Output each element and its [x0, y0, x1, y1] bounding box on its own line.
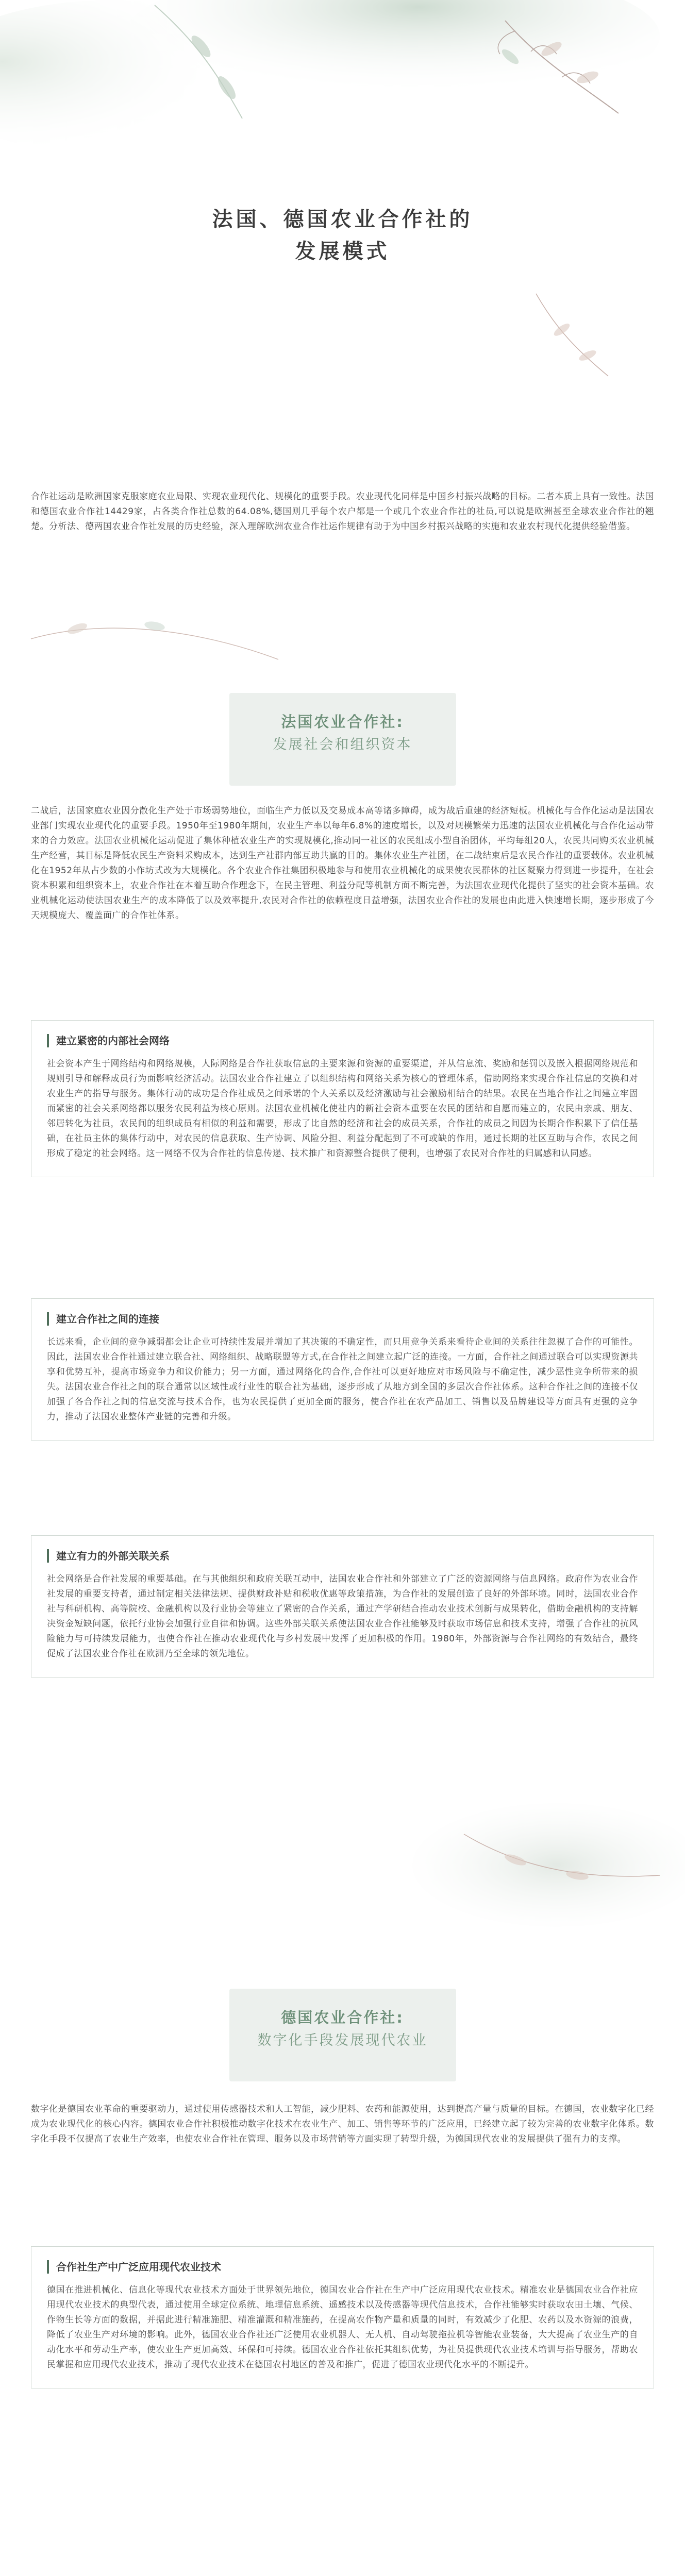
section1-box-1 — [31, 1020, 654, 1177]
section2-box-1-title: 合作社生产中广泛应用现代农业技术 — [47, 2260, 638, 2274]
section2-heading-line-2: 数字化手段发展现代农业 — [257, 2032, 428, 2048]
intro-paragraph: 合作社运动是欧洲国家克服家庭农业局限、实现农业现代化、规模化的重要手段。农业现代化同样是中国乡村振兴战略的目标。二者本质上具有一致性。法国和德国农业合作社14429家，占各类合作社总数的64.08%,德国则几乎每个农户都是一个或几个农业合作社的社员,可以说是欧洲甚至全球农业合作社的翘楚。分析法、德两国农业合作社发展的历史经验，深入理解欧洲农业合作社运作规律有助于为中国乡村振兴战略的实施和农业农村现代化提供经验借鉴。 — [31, 492, 654, 532]
section2-heading-line-1: 德国农业合作社: — [281, 2009, 404, 2026]
section1-box-2-title: 建立合作社之间的连接 — [47, 1312, 638, 1326]
section2-intro-paragraph: 数字化是德国农业革命的重要驱动力，通过使用传感器技术和人工智能，减少肥料、农药和能源使用，达到提高产量与质量的目标。在德国，农业数字化已经成为农业现代化的核心内容。德国农业合作社积极推动数字化技术在农业生产、加工、销售等环节的广泛应用，已经建立起了较为完善的农业数字化体系。数字化手段不仅提高了农业生产效率，也使农业合作社在管理、服务以及市场营销等方面实现了转型升级，为德国现代农业的发展提供了强有力的支撑。 — [31, 2104, 654, 2144]
title-line-2: 发展模式 — [295, 240, 390, 263]
page-title — [0, 204, 685, 267]
section2-heading — [0, 2006, 685, 2052]
section1-box-1-text: 社会资本产生于网络结构和网络规模，人际网络是合作社获取信息的主要来源和资源的重要渠道，并从信息流、奖励和惩罚以及嵌入根据网络规范和规则引导和解释成员行为面影响经济活动。法国农业合作社建立了以组织结构和网络关系为核心的管理体系，借助网络来实现合作社信息的交换和对农业生产的指导与服务。集体行动的成功是合作社成员之间承诺的个人关系以及经济激励与社会激励相结合的结果。农民在当地合作社之间建立牢固而紧密的社会关系网络都以服务农民利益为核心原则。法国农业机械化使社内的新社会资本重要在农民的团结和自愿而建立的，农民由亲戚、朋友、邻居转化为社员，农民间的组织成员有相似的利益和需要，形成了比自然的经济和社会的成员关系，合作社的成员之间因为长期合作积累下了信任基础，在社员主体的集体行动中，对农民的信息获取、生产协调、风险分担、利益分配起到了不可或缺的作用，通过长期的社区互助与合作，农民之间形成了稳定的社会网络。这一网络不仅为合作社的信息传递、技术推广和资源整合提供了便利，也增强了农民对合作社的归属感和认同感。 — [47, 1059, 638, 1159]
section1-box-1-title: 建立紧密的内部社会网络 — [47, 1034, 638, 1047]
section1-box-3 — [31, 1535, 654, 1677]
section1-box-3-text: 社会网络是合作社发展的重要基础。在与其他组织和政府关联互动中，法国农业合作社和外部建立了广泛的资源网络与信息网络。政府作为农业合作社发展的重要支持者，通过制定相关法律法规、提供财政补贴和税收优惠等政策措施，为合作社的发展创造了良好的外部环境。同时，法国农业合作社与科研机构、高等院校、金融机构以及行业协会等建立了紧密的合作关系，通过产学研结合推动农业技术创新与成果转化，借助金融机构的支持解决资金短缺问题，依托行业协会加强行业自律和协调。这些外部关联关系使法国农业合作社能够及时获取市场信息和技术支持，增强了合作社的抗风险能力与可持续发展能力，也使合作社在推动农业现代化与乡村发展中发挥了更加积极的作用。1980年，外部资源与合作社网络的有效结合，最终促成了法国农业合作社在欧洲乃至全球的领先地位。 — [47, 1574, 638, 1659]
section1-heading — [0, 710, 685, 756]
title-branch-decoration — [0, 289, 685, 392]
section1-intro-paragraph: 二战后，法国家庭农业因分散化生产处于市场弱势地位，面临生产力低以及交易成本高等诸多障碍，成为战后重建的经济短板。机械化与合作化运动是法国农业部门实现农业现代化的重要手段。1950年至1980年期间，农业生产率以每年6.8%的速度增长，以及对规模繁荣力迅速的法国农业机械化与合作化运动带来的合力效应。法国农业机械化运动促进了集体种植农业生产的实现规模化,推动同一社区的农民组成小型自治团体，平均每组20人，农民共同购买农业机械生产经营，其目标是降低农民生产资料采购成本，达到生产社群内部互助共赢的目的。集体农业生产社团，在二战结束后是农民合作社的重要载体。农业机械化在1952年从占少数的小作坊式改为大规模化。各个农业合作社集团积极地参与和使用农业机械化的成果使农民群体的社区凝聚力得到进一步提升，在社会资本积累和组织资本上，农业合作社在本着互助合作理念下，在民主管理、利益分配等机制方面不断完善，为法国农业现代化提供了坚实的社会资本基础。农业机械化运动使法国农业生产的成本降低了以及效率提升,农民对合作社的依赖程度日益增强，法国农业合作社的发展也由此进入快速增长期，逐步形成了今天规模庞大、覆盖面广的合作社体系。 — [31, 806, 654, 921]
section1-box-2-text: 长远来看，企业间的竞争减弱都会让企业可持续性发展并增加了其决策的不确定性，而只用竞争关系来看待企业间的关系往往忽视了合作的可能性。因此，法国农业合作社通过建立联合社、网络组织、战略联盟等方式,在合作社之间建立起广泛的连接。一方面，合作社之间通过联合可以实现资源共享和优势互补，提高市场竞争力和议价能力；另一方面，通过网络化的合作,合作社可以更好地应对市场风险与不确定性，减少恶性竞争所带来的损失。法国农业合作社之间的联合通常以区域性或行业性的联合社为基础，逐步形成了从地方到全国的多层次合作社体系。这种合作社之间的连接不仅加强了各合作社之间的信息交流与技术合作，也为农民提供了更加全面的服务，使合作社在农产品加工、销售以及品牌建设等方面具有更强的竞争力，推动了法国农业整体产业链的完善和升级。 — [47, 1337, 638, 1422]
section1-box-2 — [31, 1298, 654, 1440]
section2-box-1 — [31, 2246, 654, 2388]
section1-heading-line-2: 发展社会和组织资本 — [273, 737, 412, 753]
section1-heading-line-1: 法国农业合作社: — [281, 713, 404, 731]
section1-box-3-title: 建立有力的外部关联关系 — [47, 1549, 638, 1563]
title-line-1: 法国、德国农业合作社的 — [212, 208, 473, 231]
leaf-decoration-2 — [0, 1803, 685, 1958]
section2-box-1-text: 德国在推进机械化、信息化等现代农业技术方面处于世界领先地位，德国农业合作社在生产中广泛应用现代农业技术。精准农业是德国农业合作社应用现代农业技术的典型代表，通过使用全球定位系统、地理信息系统、遥感技术以及传感器等现代信息技术，合作社能够实时获取农田土壤、气候、作物生长等方面的数据，并据此进行精准施肥、精准灌溉和精准施药，在提高农作物产量和质量的同时，有效减少了化肥、农药以及水资源的浪费，降低了农业生产对环境的影响。此外，德国农业合作社还广泛使用农业机器人、无人机、自动驾驶拖拉机等智能农业装备，大大提高了农业生产的自动化水平和劳动生产率，使农业生产更加高效、环保和可持续。德国农业合作社依托其组织优势，为社员提供现代农业技术培训与指导服务，帮助农民掌握和应用现代农业技术，推动了现代农业技术在德国农村地区的普及和推广，促进了德国农业现代化水平的不断提升。 — [47, 2285, 638, 2370]
top-watercolor-decoration — [0, 0, 685, 170]
leaf-decoration-1 — [0, 577, 685, 680]
